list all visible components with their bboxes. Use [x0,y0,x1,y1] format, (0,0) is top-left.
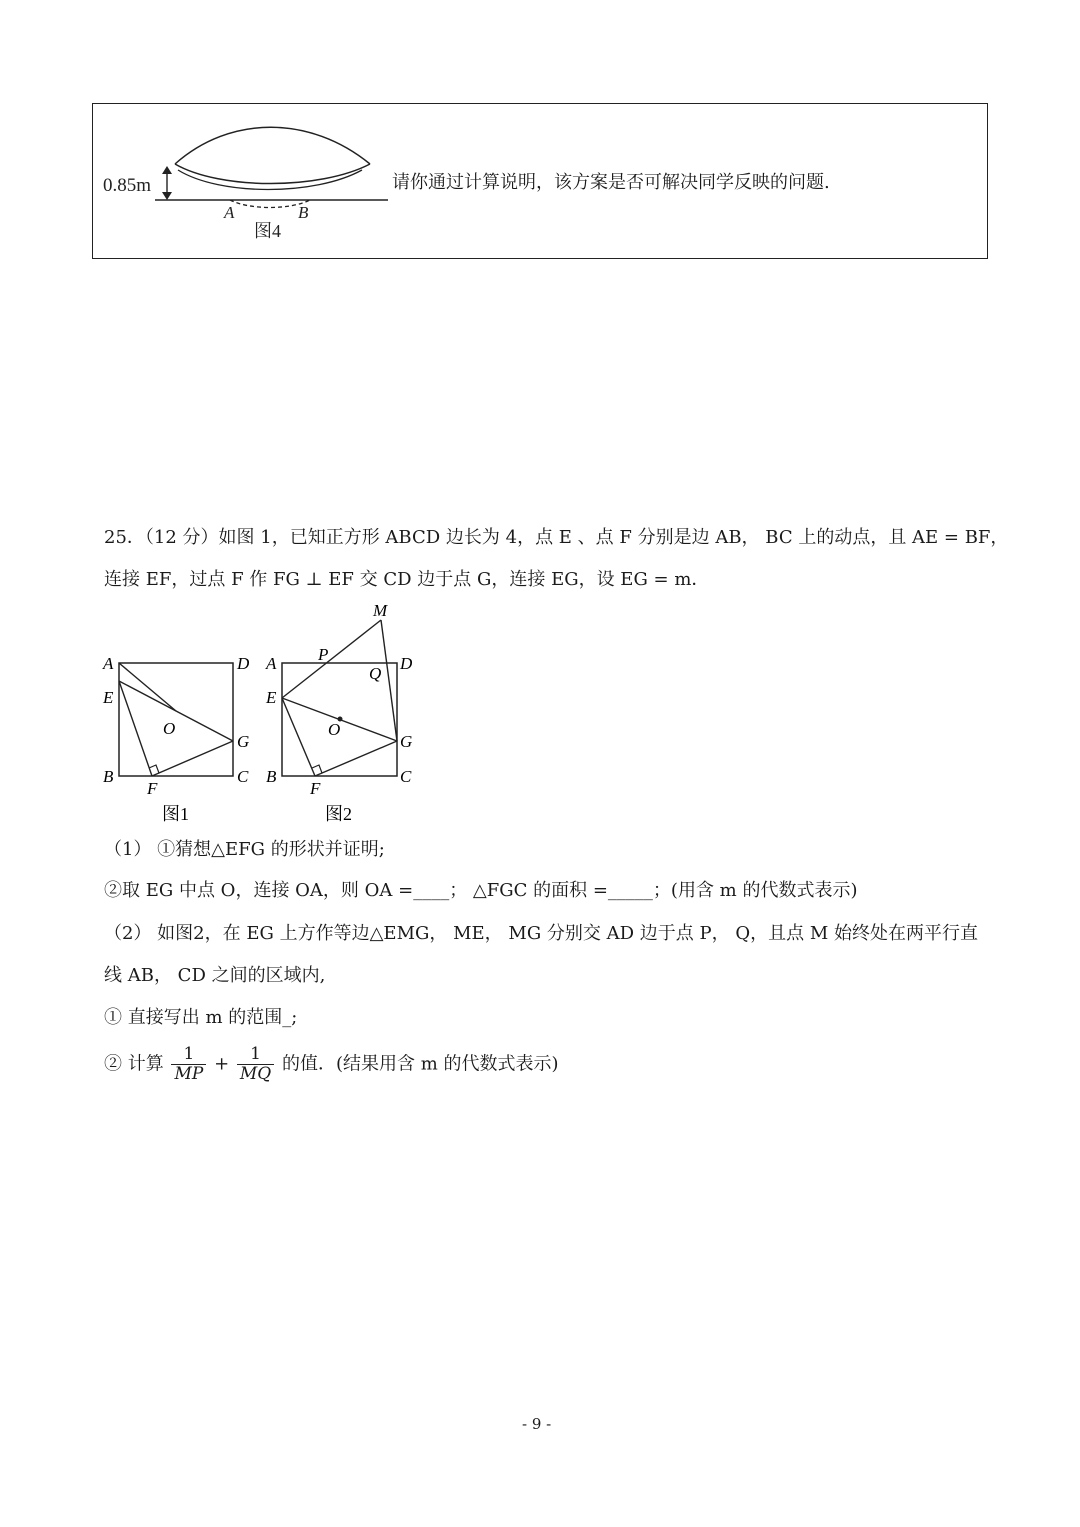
fig1-label-o: O [163,719,176,738]
figure1-diagram [100,648,260,828]
fig2-label-c: C [400,767,412,786]
fig1-label-f: F [147,779,158,798]
point-a-label: A [224,203,235,222]
fig2-label-q: Q [369,664,382,683]
page-number: - 9 - [522,1415,552,1433]
fig2-label-g: G [400,732,413,751]
figure4-question: 请你通过计算说明，该方案是否可解决同学反映的问题. [392,172,830,193]
frac2-denominator: MQ [237,1064,274,1084]
height-label: 0.85m [103,175,152,196]
part1-intro: （1） ①猜想△EFG 的形状并证明; [104,839,385,860]
problem25-line2: 连接 EF，过点 F 作 FG ⊥ EF 交 CD 边于点 G，连接 EG，设 EG = m． [104,569,710,590]
fraction-1-over-mq [237,1045,274,1084]
frac1-numerator: 1 [183,1044,195,1064]
part1-question2: ②取 EG 中点 O，连接 OA，则 OA =____； △FGC 的面积 =_____；(用含 m 的代数式表示) [104,880,858,901]
lens-upper-curve [175,127,370,164]
fig2-label-f: F [310,779,321,798]
fig1-label-a: A [103,654,114,673]
part2-question2 [104,1045,559,1084]
problem25-line1: 25．（12 分）如图 1，已知正方形 ABCD 边长为 4，点 E 、点 F 分别是边 AB， BC 上的动点，且 AE = BF， [104,527,1009,548]
frac1-denominator: MP [171,1064,206,1084]
fraction-1-over-mp [171,1045,206,1084]
fig2-label-e: E [266,688,277,707]
part2-line2: 线 AB， CD 之间的区域内, [104,965,326,986]
part2-q2-prefix: ② 计算 [104,1053,164,1075]
figure4-caption: 图4 [254,221,281,241]
figure2-caption: 图2 [325,804,352,824]
fig1-label-g: G [237,732,250,751]
figure4-diagram [100,120,400,245]
fig2-label-a: A [266,654,277,673]
part2-q2-suffix: 的值．(结果用含 m 的代数式表示) [281,1053,559,1075]
frac2-numerator: 1 [250,1044,261,1064]
fig2-label-m: M [373,601,388,620]
part2-line1: （2） 如图2，在 EG 上方作等边△EMG， ME， MG 分别交 AD 边于点 P， Q，且点 M 始终处在两平行直 [104,923,978,944]
fig2-label-p: P [318,645,329,664]
figure2-diagram [263,598,433,828]
lens-lower-curve-2 [178,170,362,190]
fig1-label-d: D [237,654,250,673]
figure1-caption: 图1 [162,804,189,824]
plus-sign: + [214,1053,230,1075]
fig2-label-b: B [266,767,277,786]
fig2-label-d: D [400,654,413,673]
fig1-label-e: E [103,688,114,707]
fig1-label-b: B [103,767,114,786]
part2-question1: ① 直接写出 m 的范围_; [104,1007,298,1028]
fig2-label-o: O [328,720,341,739]
fig1-label-c: C [237,767,249,786]
point-b-label: B [298,203,309,222]
